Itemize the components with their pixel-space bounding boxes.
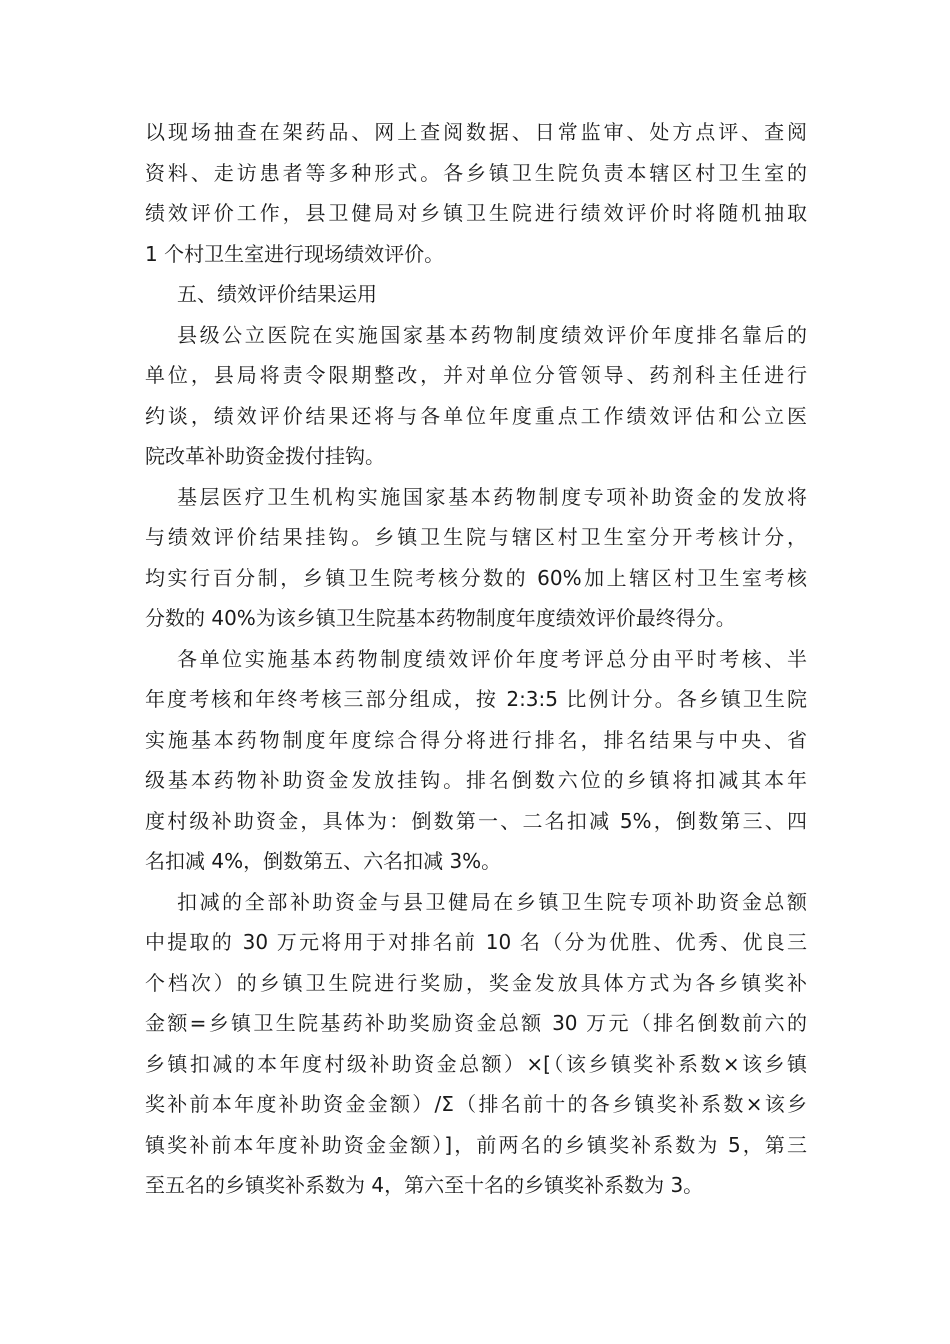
text-line: 级基本药物补助资金发放挂钩。排名倒数六位的乡镇将扣减其本年	[145, 768, 807, 792]
text-line: 绩效评价工作，县卫健局对乡镇卫生院进行绩效评价时将随机抽取	[145, 201, 807, 225]
text-line: 年度考核和年终考核三部分组成，按 2:3:5 比例计分。各乡镇卫生院	[145, 687, 807, 711]
text-line: 至五名的乡镇奖补系数为 4，第六至十名的乡镇奖补系数为 3。	[145, 1173, 704, 1197]
text-line: 1 个村卫生室进行现场绩效评价。	[145, 241, 445, 266]
text-line: 度村级补助资金，具体为：倒数第一、二名扣减 5%，倒数第三、四	[145, 808, 807, 833]
text-line: 均实行百分制，乡镇卫生院考核分数的 60%加上辖区村卫生室考核	[145, 565, 807, 590]
paragraph-first-line: 五、绩效评价结果运用	[177, 282, 377, 306]
text-line: 金额=乡镇卫生院基药补助奖励资金总额 30 万元（排名倒数前六的	[145, 1011, 807, 1035]
text-line: 名扣减 4%，倒数第五、六名扣减 3%。	[145, 849, 502, 873]
text-line: 分数的 40%为该乡镇卫生院基本药物制度年度绩效评价最终得分。	[145, 606, 736, 630]
text-line: 院改革补助资金拨付挂钩。	[145, 444, 385, 468]
text-line: 以现场抽查在架药品、网上查阅数据、日常监审、处方点评、查阅	[145, 120, 807, 144]
text-line: 个档次）的乡镇卫生院进行奖励，奖金发放具体方式为各乡镇奖补	[145, 970, 807, 995]
text-line: 乡镇扣减的本年度村级补助资金总额）×[（该乡镇奖补系数×该乡镇	[145, 1051, 807, 1076]
text-line: 实施基本药物制度年度综合得分将进行排名，排名结果与中央、省	[145, 727, 807, 752]
text-line: 镇奖补前本年度补助资金金额）]，前两名的乡镇奖补系数为 5，第三	[145, 1132, 807, 1157]
text-line: 中提取的 30 万元将用于对排名前 10 名（分为优胜、优秀、优良三	[145, 930, 807, 954]
text-line: 单位，县局将责令限期整改，并对单位分管领导、药剂科主任进行	[145, 363, 807, 387]
document-body	[145, 112, 807, 1206]
paragraph-first-line: 各单位实施基本药物制度绩效评价年度考评总分由平时考核、半	[177, 646, 807, 671]
text-line: 约谈，绩效评价结果还将与各单位年度重点工作绩效评估和公立医	[145, 403, 807, 428]
text-line: 奖补前本年度补助资金金额）/Σ（排名前十的各乡镇奖补系数×该乡	[145, 1092, 807, 1116]
paragraph-first-line: 基层医疗卫生机构实施国家基本药物制度专项补助资金的发放将	[177, 484, 807, 509]
text-line: 与绩效评价结果挂钩。乡镇卫生院与辖区村卫生室分开考核计分，	[145, 525, 807, 549]
paragraph-first-line: 扣减的全部补助资金与县卫健局在乡镇卫生院专项补助资金总额	[177, 889, 807, 914]
paragraph-first-line: 县级公立医院在实施国家基本药物制度绩效评价年度排名靠后的	[177, 322, 807, 347]
text-line: 资料、走访患者等多种形式。各乡镇卫生院负责本辖区村卫生室的	[145, 160, 807, 185]
